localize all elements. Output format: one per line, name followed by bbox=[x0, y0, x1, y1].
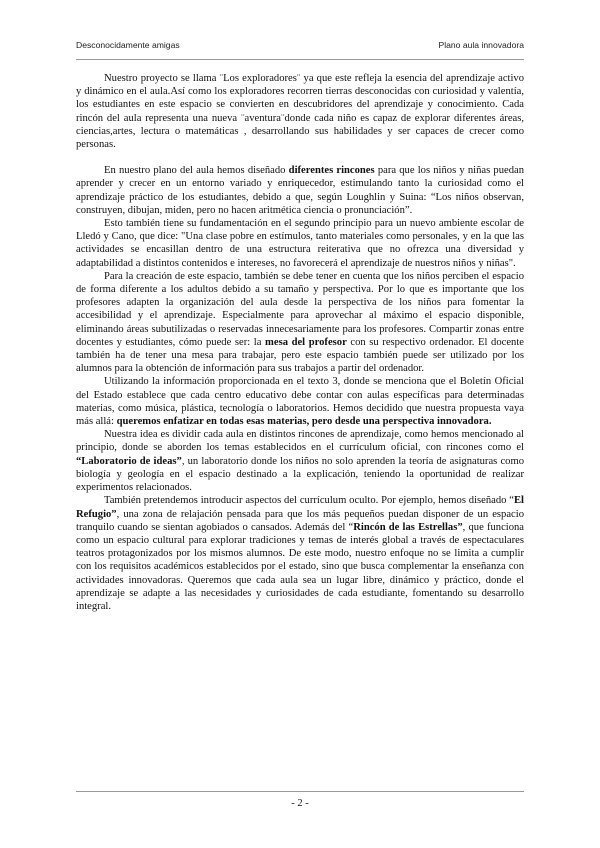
page-header bbox=[76, 40, 524, 54]
paragraph-5 bbox=[76, 375, 524, 428]
paragraph-6-before: Nuestra idea es dividir cada aula en distintos rincones de aprendizaje, como hemos mencionado al principio, donde se aborden los temas establecidos en el currículum oficial, con rincones como el bbox=[76, 429, 524, 454]
paragraph-7-after: , que funciona como un espacio cultural para explorar tradiciones y temas de interés global a través de espectaculares teatros protagonizados por los mismos alumnos. De este modo, nuestro enfoque no se limita a cumplir con los requisitos académicos establecidos por el estado, sino que busca complementar la enseñanza con actividades innovadoras. Queremos que cada aula sea un lugar libre, dinámico y práctico, donde el aprendizaje se adapte a las necesidades y curiosidades de cada estudiante, fomentando su desarrollo integral. bbox=[76, 521, 525, 612]
paragraph-2 bbox=[76, 164, 524, 217]
paragraph-3 bbox=[76, 217, 524, 270]
paragraph-7-bold-2: Rincón de las Estrellas” bbox=[353, 521, 463, 533]
paragraph-4 bbox=[76, 270, 524, 376]
paragraph-2-bold: diferentes rincones bbox=[288, 165, 375, 177]
paragraph-7-middle: , una zona de relajación pensada para que los más pequeños puedan disponer de un espacio tranquilo cuando se sientan agobiados o cansados. Además del “ bbox=[76, 508, 524, 533]
header-divider bbox=[76, 59, 524, 60]
document-body bbox=[76, 72, 524, 613]
paragraph-6 bbox=[76, 428, 524, 494]
paragraph-7-bold: El Refugio” bbox=[76, 495, 524, 520]
paragraph-1 bbox=[76, 72, 524, 151]
paragraph-7 bbox=[76, 494, 524, 613]
paragraph-2-after: para que los niños y niñas puedan aprender y crecer en un entorno variado y enriquecedor, estimulando tanto la curiosidad como el aprendizaje práctico de los estudiantes, debido a que, según Loughlin y Suina: “Los niños observan, construyen, dibujan, miden, pero no hacen aritmética ciencia o pronunciación”. bbox=[76, 165, 524, 216]
paragraph-4-after: con su respectivo ordenador. El docente también ha de tener una mesa para trabajar, pero este espacio también puede ser utilizado por los alumnos para la obtención de información para sus trabajos a partir del ordenador. bbox=[76, 336, 524, 375]
paragraph-4-bold: mesa del profesor bbox=[265, 336, 347, 348]
paragraph-3-text: Esto también tiene su fundamentación en el segundo principio para un nuevo ambiente escolar de Lledó y Cano, que dice: "Una clase pobre en estímulos, tanto materiales como personales, y en la que las actividades se encasillan dentro de una estructura reiterativa que no ofrezca una diversidad y adaptabilidad a distintos contenidos e intereses, no favorecerá el aprendizaje de nuestros niños y niñas". bbox=[76, 218, 524, 269]
header-left-title: Desconocidamente amigas bbox=[76, 40, 180, 50]
paragraph-7-before: También pretendemos introducir aspectos del currículum oculto. Por ejemplo, hemos diseñado “ bbox=[104, 495, 514, 507]
paragraph-5-bold: queremos enfatizar en todas esas materias, pero desde una perspectiva innovadora. bbox=[116, 416, 492, 428]
paragraph-2-before: En nuestro plano del aula hemos diseñado bbox=[104, 165, 289, 177]
page-number: - 2 - bbox=[291, 798, 309, 809]
paragraph-6-bold: “Laboratorio de ideas” bbox=[76, 455, 182, 467]
paragraph-5-before: Utilizando la información proporcionada en el texto 3, donde se menciona que el Boletín Oficial del Estado establece que cada centro educativo debe contar con aulas específicas para determinadas materias, como música, plástica, tecnología o laboratorios. Hemos decidido que nuestra propuesta vaya más allá: bbox=[76, 376, 524, 428]
header-right-title: Plano aula innovadora bbox=[438, 40, 524, 50]
paragraph-6-after: , un laboratorio donde los niños no solo aprenden la teoría de asignaturas como biología y geología en el espacio destinado a la explicación, teniendo la oportunidad de realizar experimentos relacionados. bbox=[76, 455, 524, 494]
footer-divider bbox=[76, 791, 524, 792]
paragraph-1-text: Nuestro proyecto se llama ¨Los exploradores¨ ya que este refleja la esencia del aprendizaje activo y dinámico en el aula.Así como los exploradores recorren tierras desconocidas con curiosidad y valentía, los estudiantes en este espacio se convierten en descubridores del aprendizaje y conocimiento. Cada rincón del aula representa una nueva ¨aventura¨donde cada niño es capaz de explorar diferentes áreas, ciencias,artes, lectura o matemáticas , desarrollando sus habilidades y ser capaces de crecer como personas. bbox=[76, 73, 524, 151]
paragraph-4-before: Para la creación de este espacio, también se debe tener en cuenta que los niños perciben el espacio de forma diferente a los adultos debido a su tamaño y perspectiva. Por lo que es importante que los profesores adapten la organización del aula desde la perspectiva de los niños para fomentar la accesibilidad y el aprendizaje. Especialmente para aprovechar al máximo el espacio disponible, eliminando áreas subutilizadas o reservadas innecesariamente para los profesores. Compartir zonas entre docentes y estudiantes, cómo puede ser: la bbox=[76, 270, 524, 348]
